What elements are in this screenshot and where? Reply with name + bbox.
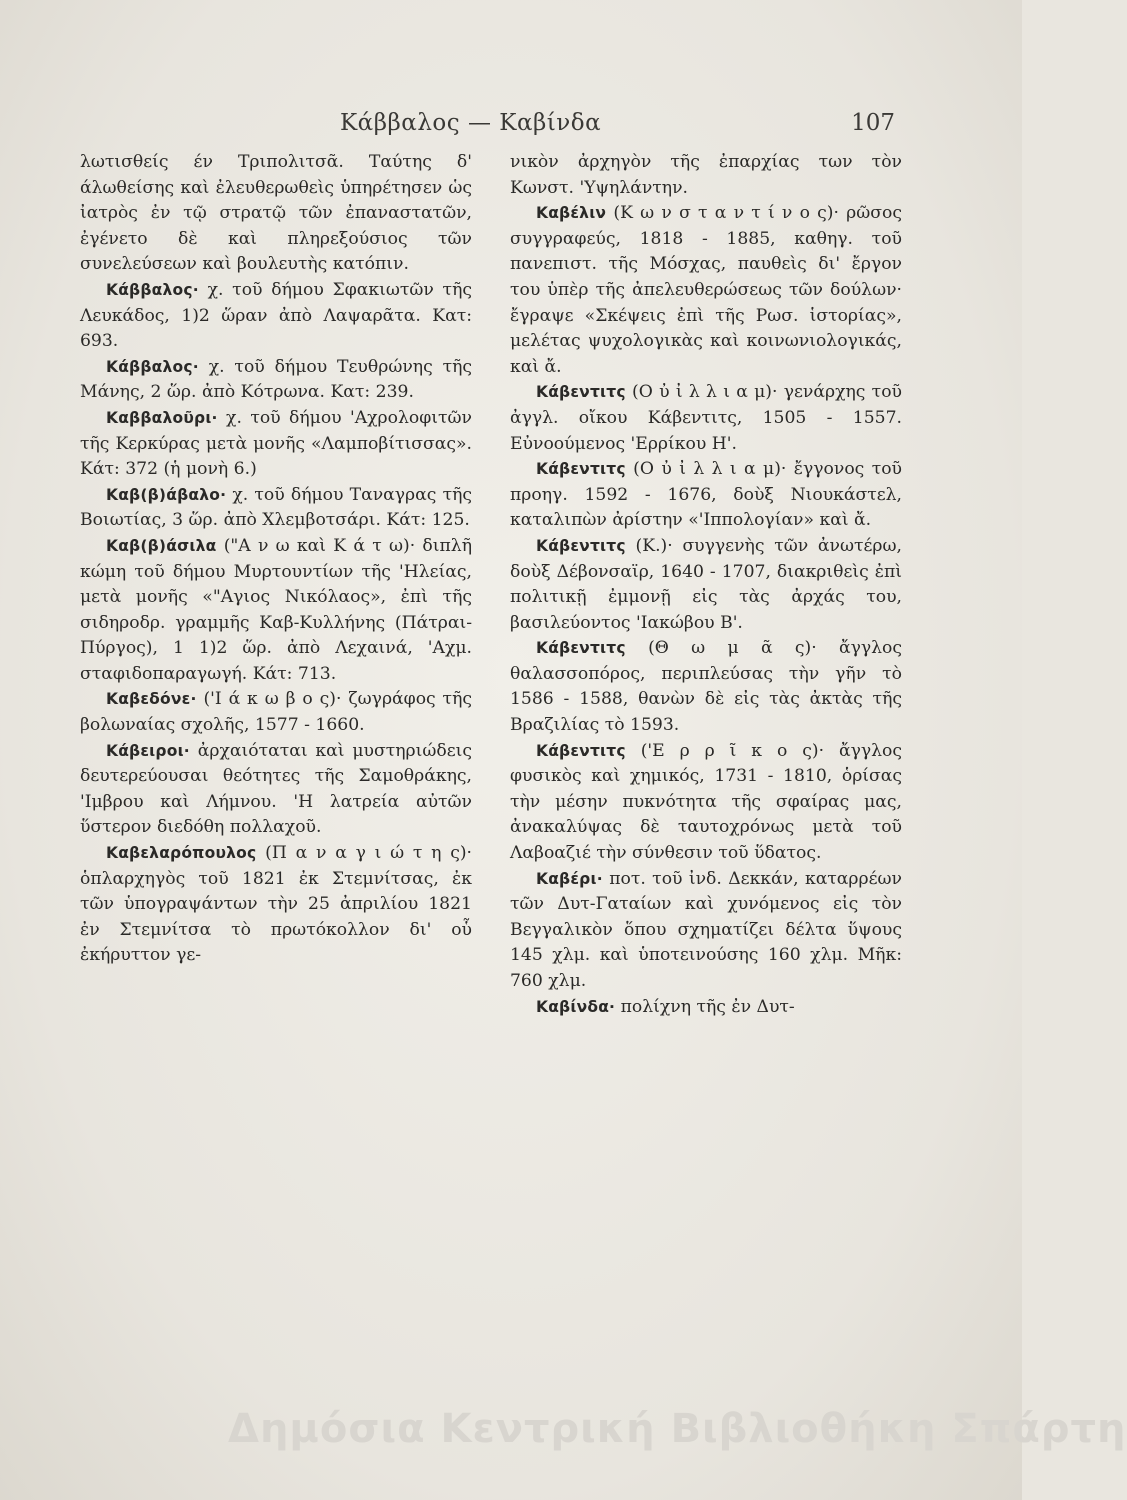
entry-text: χ. τοῦ δήμου Τευθρώνης τῆς Μάνης, 2 ὥρ. ἀπὸ Κότρωνα. Κατ: 239. [80,356,472,403]
left-column [80,150,472,969]
entry [510,739,902,867]
entry-headword: Κάβεντιτς [536,639,626,658]
entry-text: ('Ι ά κ ω β ο ς)· ζωγράφος τῆς βολωναίας σχολῆς, 1577 - 1660. [80,689,472,736]
entry-text: χ. τοῦ δήμου 'Αχρολοφιτῶν τῆς Κερκύρας μετὰ μονῆς «Λαμποβίτισσας». Κάτ: 372 (ἡ μονὴ 6.) [80,407,472,480]
library-watermark: Δημόσια Κεντρική Βιβλιοθήκη Σπάρτη [228,1406,1127,1452]
entry-text: χ. τοῦ δήμου Ταναγρας τῆς Βοιωτίας, 3 ὥρ. ἀπὸ Χλεμβοτσάρι. Κάτ: 125. [80,484,472,531]
entry-text: (Κ.)· συγγενὴς τῶν ἀνωτέρω, δοὺξ Δέβονσαϊρ, 1640 - 1707, διακριθεὶς ἐπὶ πολιτικῇ ἐμμονῇ εἰς τὰς ἀρχάς του, βασιλεύοντος 'Ιακώβου Β'. [510,535,902,633]
entry-headword: Καββαλοῦρι· [106,408,218,427]
page-number: 107 [851,110,895,136]
running-title: Κάββαλος — Καβίνδα [340,110,602,136]
entry-text: (Κ ω ν σ τ α ν τ ί ν ο ς)· ρῶσος συγγραφεύς, 1818 - 1885, καθηγ. τοῦ πανεπιστ. τῆς Μόσχας, παυθεὶς δι' ἔργον του ὑπὲρ τῆς ἀπελευθερώσεως τῶν δούλων· ἔγραψε «Σκέψεις ἐπὶ τῆς Ρωσ. ἱστορίας», μελέτας ψυχολογικὰς καὶ κοινωνιολογικάς, καὶ ἄ. [510,203,902,377]
entry-headword: Κάββαλος· [106,357,199,376]
entry-headword: Καβ(β)άβαλο· [106,485,227,504]
entry [510,201,902,380]
entry-headword: Κάββαλος· [106,280,199,299]
entry [510,995,902,1021]
entry-headword: Κάβεντιτς [536,741,626,760]
entry-text: πολίχνη τῆς ἐν Δυτ- [615,996,795,1017]
entry [80,483,472,534]
entry [80,687,472,738]
entry-headword: Καβίνδα· [536,997,616,1016]
entry-text: ἀρχαιόταται καὶ μυστηριώδεις δευτερεύουσαι θεότητες τῆς Σαμοθράκης, 'Ιμβρου καὶ Λήμνου. 'Η λατρεία αὐτῶν ὕστερον διεδόθη πολλαχοῦ. [80,740,472,838]
entry [80,739,472,841]
entry [80,406,472,483]
entry-continuation [80,150,472,278]
entry-text: (Π α ν α γ ι ώ τ η ς)· ὁπλαρχηγὸς τοῦ 1821 ἐκ Στεμνίτσας, ἐκ τῶν ὑπογραψάντων τὴν 25 ἀπριλίου 1821 ἐν Στεμνίτσα τὸ πρωτόκολλον δι' οὗ ἐκήρυττον γε- [80,843,472,966]
entry [510,534,902,636]
entry-text: ('Ε ρ ρ ῖ κ ο ς)· ἄγγλος φυσικὸς καὶ χημικός, 1731 - 1810, ὁρίσας τὴν μέσην πυκνότητα τῆς σφαίρας μας, ἀνακαλύψας δὲ ταυτοχρόνως μετὰ τοῦ Λαβοαζιέ τὴν σύνθεσιν τοῦ ὕδατος. [510,740,902,864]
entry-headword: Κάβεντιτς [536,383,626,402]
right-column [510,150,902,1020]
entry [80,534,472,688]
entry-text: ("Α ν ω καὶ Κ ά τ ω)· διπλῆ κώμη τοῦ δήμου Μυρτουντίων τῆς 'Ηλείας, μετὰ μονῆς «"Αγιος Νικόλαος», ἐπὶ τῆς σιδηροδρ. γραμμῆς Καβ-Κυλλήνης (Πάτραι-Πύργος), 1 1)2 ὥρ. ἀπὸ Λεχαινά, 'Αχμ. σταφιδοπαραγωγή. Κάτ: 713. [80,535,472,684]
entry [80,355,472,406]
entry [510,457,902,534]
entry [80,278,472,355]
entry-continuation [510,150,902,201]
entry-headword: Καβ(β)άσιλα [106,536,217,555]
entry [510,380,902,457]
page-header [0,110,1022,150]
entry-headword: Καβέλιν [536,204,607,223]
entry [510,867,902,995]
entry-headword: Κάβεντιτς [536,536,626,555]
entry-headword: Καβελαρόπουλος [106,844,257,863]
entry-text: ποτ. τοῦ ἰνδ. Δεκκάν, καταρρέων τῶν Δυτ-Γαταίων καὶ χυνόμενος εἰς τὸν Βεγγαλικὸν ὅπου σχηματίζει δέλτα ὕψους 145 χλμ. καὶ ὑποτεινούσης 160 χλμ. Μῆκ: 760 χλμ. [510,868,902,991]
entry-text: χ. τοῦ δήμου Σφακιωτῶν τῆς Λευκάδος, 1)2 ὥραν ἀπὸ Λαψαρᾶτα. Κατ: 693. [80,279,472,352]
entry-text: νικὸν ἀρχηγὸν τῆς ἐπαρχίας των τὸν Κωνστ. 'Υψηλάντην. [510,152,902,198]
entry-headword: Καβεδόνε· [106,690,197,709]
entry-headword: Κάβειροι· [106,741,190,760]
entry-headword: Καβέρι· [536,869,603,888]
entry-text: (Ο ὐ ἰ λ λ ι α μ)· γενάρχης τοῦ ἀγγλ. οἴκου Κάβεντιτς, 1505 - 1557. Εὐνοούμενος 'Ερρίκου Η'. [510,382,902,454]
entry-text: (Θ ω μ ᾶ ς)· ἄγγλος θαλασσοπόρος, περιπλεύσας τὴν γῆν τὸ 1586 - 1588, θανὼν δὲ εἰς τὰς ἀκτὰς τῆς Βραζιλίας τὸ 1593. [510,638,902,736]
entry-text: (Ο ὐ ἰ λ λ ι α μ)· ἔγγονος τοῦ προηγ. 1592 - 1676, δοὺξ Νιουκάστελ, καταλιπὼν ἀρίστην «'Ιππολογίαν» καὶ ἄ. [510,459,902,531]
entry-text: λωτισθείς έν Τριπολιτσᾶ. Ταύτης δ' άλωθείσης καὶ ἐλευθερωθεὶς ὑπηρέτησεν ὡς ἰατρὸς ἐν τῷ στρατῷ τῶν ἐπαναστατῶν, ἐγένετο δὲ καὶ πληρεξούσιος τῶν συνελεύσεων καὶ βουλευτὴς κατόπιν. [80,152,472,275]
entry [80,841,472,969]
entry [510,636,902,738]
entry-headword: Κάβεντιτς [536,460,626,479]
